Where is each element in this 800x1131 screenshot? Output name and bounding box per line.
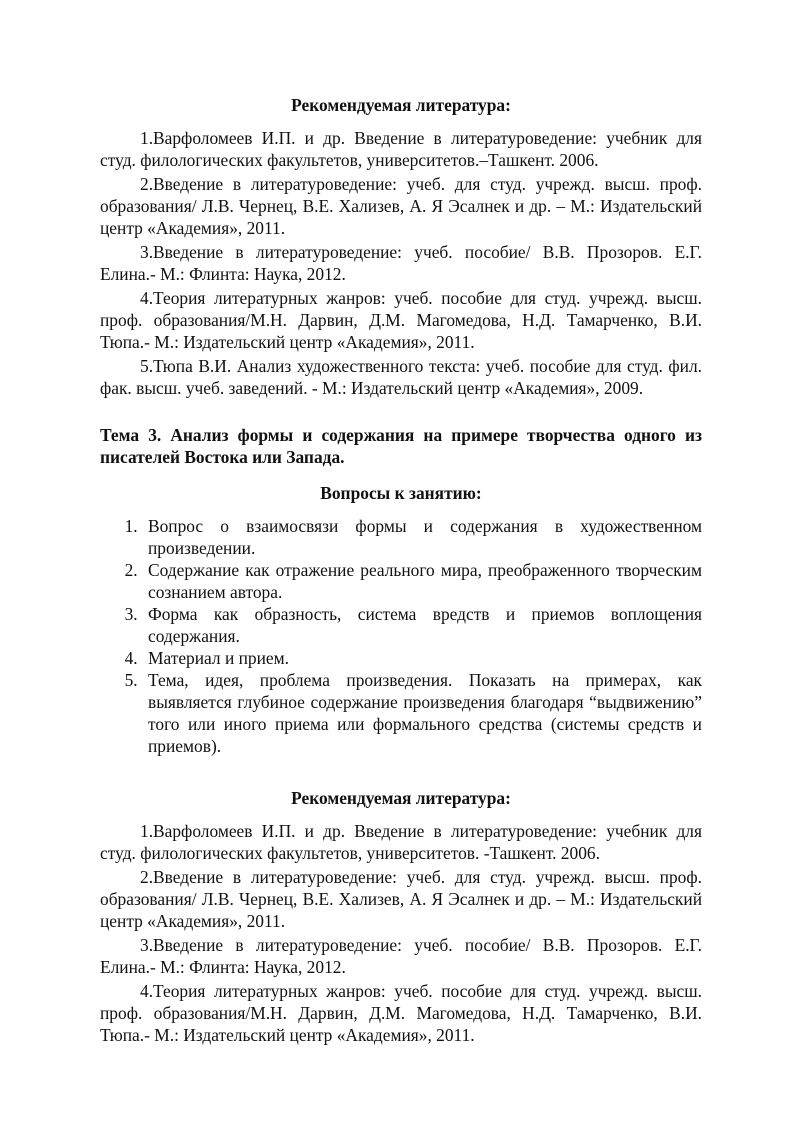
reference-item: 3.Введение в литературоведение: учеб. пособие/ В.В. Прозоров. Е.Г. Елина.- М.: Флинта: Наука, 2012. [100, 935, 702, 977]
question-item: 2. Содержание как отражение реального мира, преображенного творческим сознанием автора. [142, 559, 702, 603]
questions-heading: Вопросы к занятию: [320, 483, 482, 503]
reference-list-1 [100, 127, 702, 399]
question-item: 3. Форма как образность, система вредств и приемов воплощения содержания. [142, 603, 702, 647]
reference-list-2 [100, 820, 702, 1046]
reference-item: 3.Введение в литературоведение: учеб. пособие/ В.В. Прозоров. Е.Г. Елина.- М.: Флинта: Наука, 2012. [100, 242, 702, 284]
reference-item: 2.Введение в литературоведение: учеб. для студ. учрежд. высш. проф. образования/ Л.В. Чернец, В.Е. Хализев, А. Я Эсалнек и др. – М.: Издательский центр «Академия», 2011. [100, 867, 702, 931]
recommended-literature-heading: Рекомендуемая литература: [291, 95, 511, 115]
recommended-literature-heading-2: Рекомендуемая литература: [291, 788, 511, 808]
reference-item: 2.Введение в литературоведение: учеб. для студ. учрежд. высш. проф. образования/ Л.В. Чернец, В.Е. Хализев, А. Я Эсалнек и др. – М.: Издательский центр «Академия», 2011. [100, 174, 702, 238]
question-item: 4. Материал и прием. [142, 647, 702, 669]
question-item: 5. Тема, идея, проблема произведения. Показать на примерах, как выявляется глубиное содержание произведения благодаря “выдвижению” того или иного приема или формального средства (системы средств и приемов). [142, 669, 702, 757]
reference-item: 4.Теория литературных жанров: учеб. пособие для студ. учрежд. высш. проф. образования/М.Н. Дарвин, Д.М. Магомедова, Н.Д. Тамарченко, В.И. Тюпа.- М.: Издательский центр «Академия», 2011. [100, 288, 702, 352]
question-item: 1. Вопрос о взаимосвязи формы и содержания в художественном произведении. [142, 515, 702, 559]
reference-item: 4.Теория литературных жанров: учеб. пособие для студ. учрежд. высш. проф. образования/М.Н. Дарвин, Д.М. Магомедова, Н.Д. Тамарченко, В.И. Тюпа.- М.: Издательский центр «Академия», 2011. [100, 981, 702, 1045]
reference-item: 5.Тюпа В.И. Анализ художественного текста: учеб. пособие для студ. фил. фак. высш. учеб. заведений. - М.: Издательский центр «Академия», 2009. [100, 356, 702, 398]
topic-3-title: Тема 3. Анализ формы и содержания на примере творчества одного из писателей Востока или Запада. [100, 425, 702, 467]
reference-item: 1.Варфоломеев И.П. и др. Введение в литературоведение: учебник для студ. филологических факультетов, университетов. -Ташкент. 2006. [100, 821, 702, 863]
questions-list [100, 515, 702, 757]
reference-item: 1.Варфоломеев И.П. и др. Введение в литературоведение: учебник для студ. филологических факультетов, университетов.–Ташкент. 2006. [100, 128, 702, 170]
